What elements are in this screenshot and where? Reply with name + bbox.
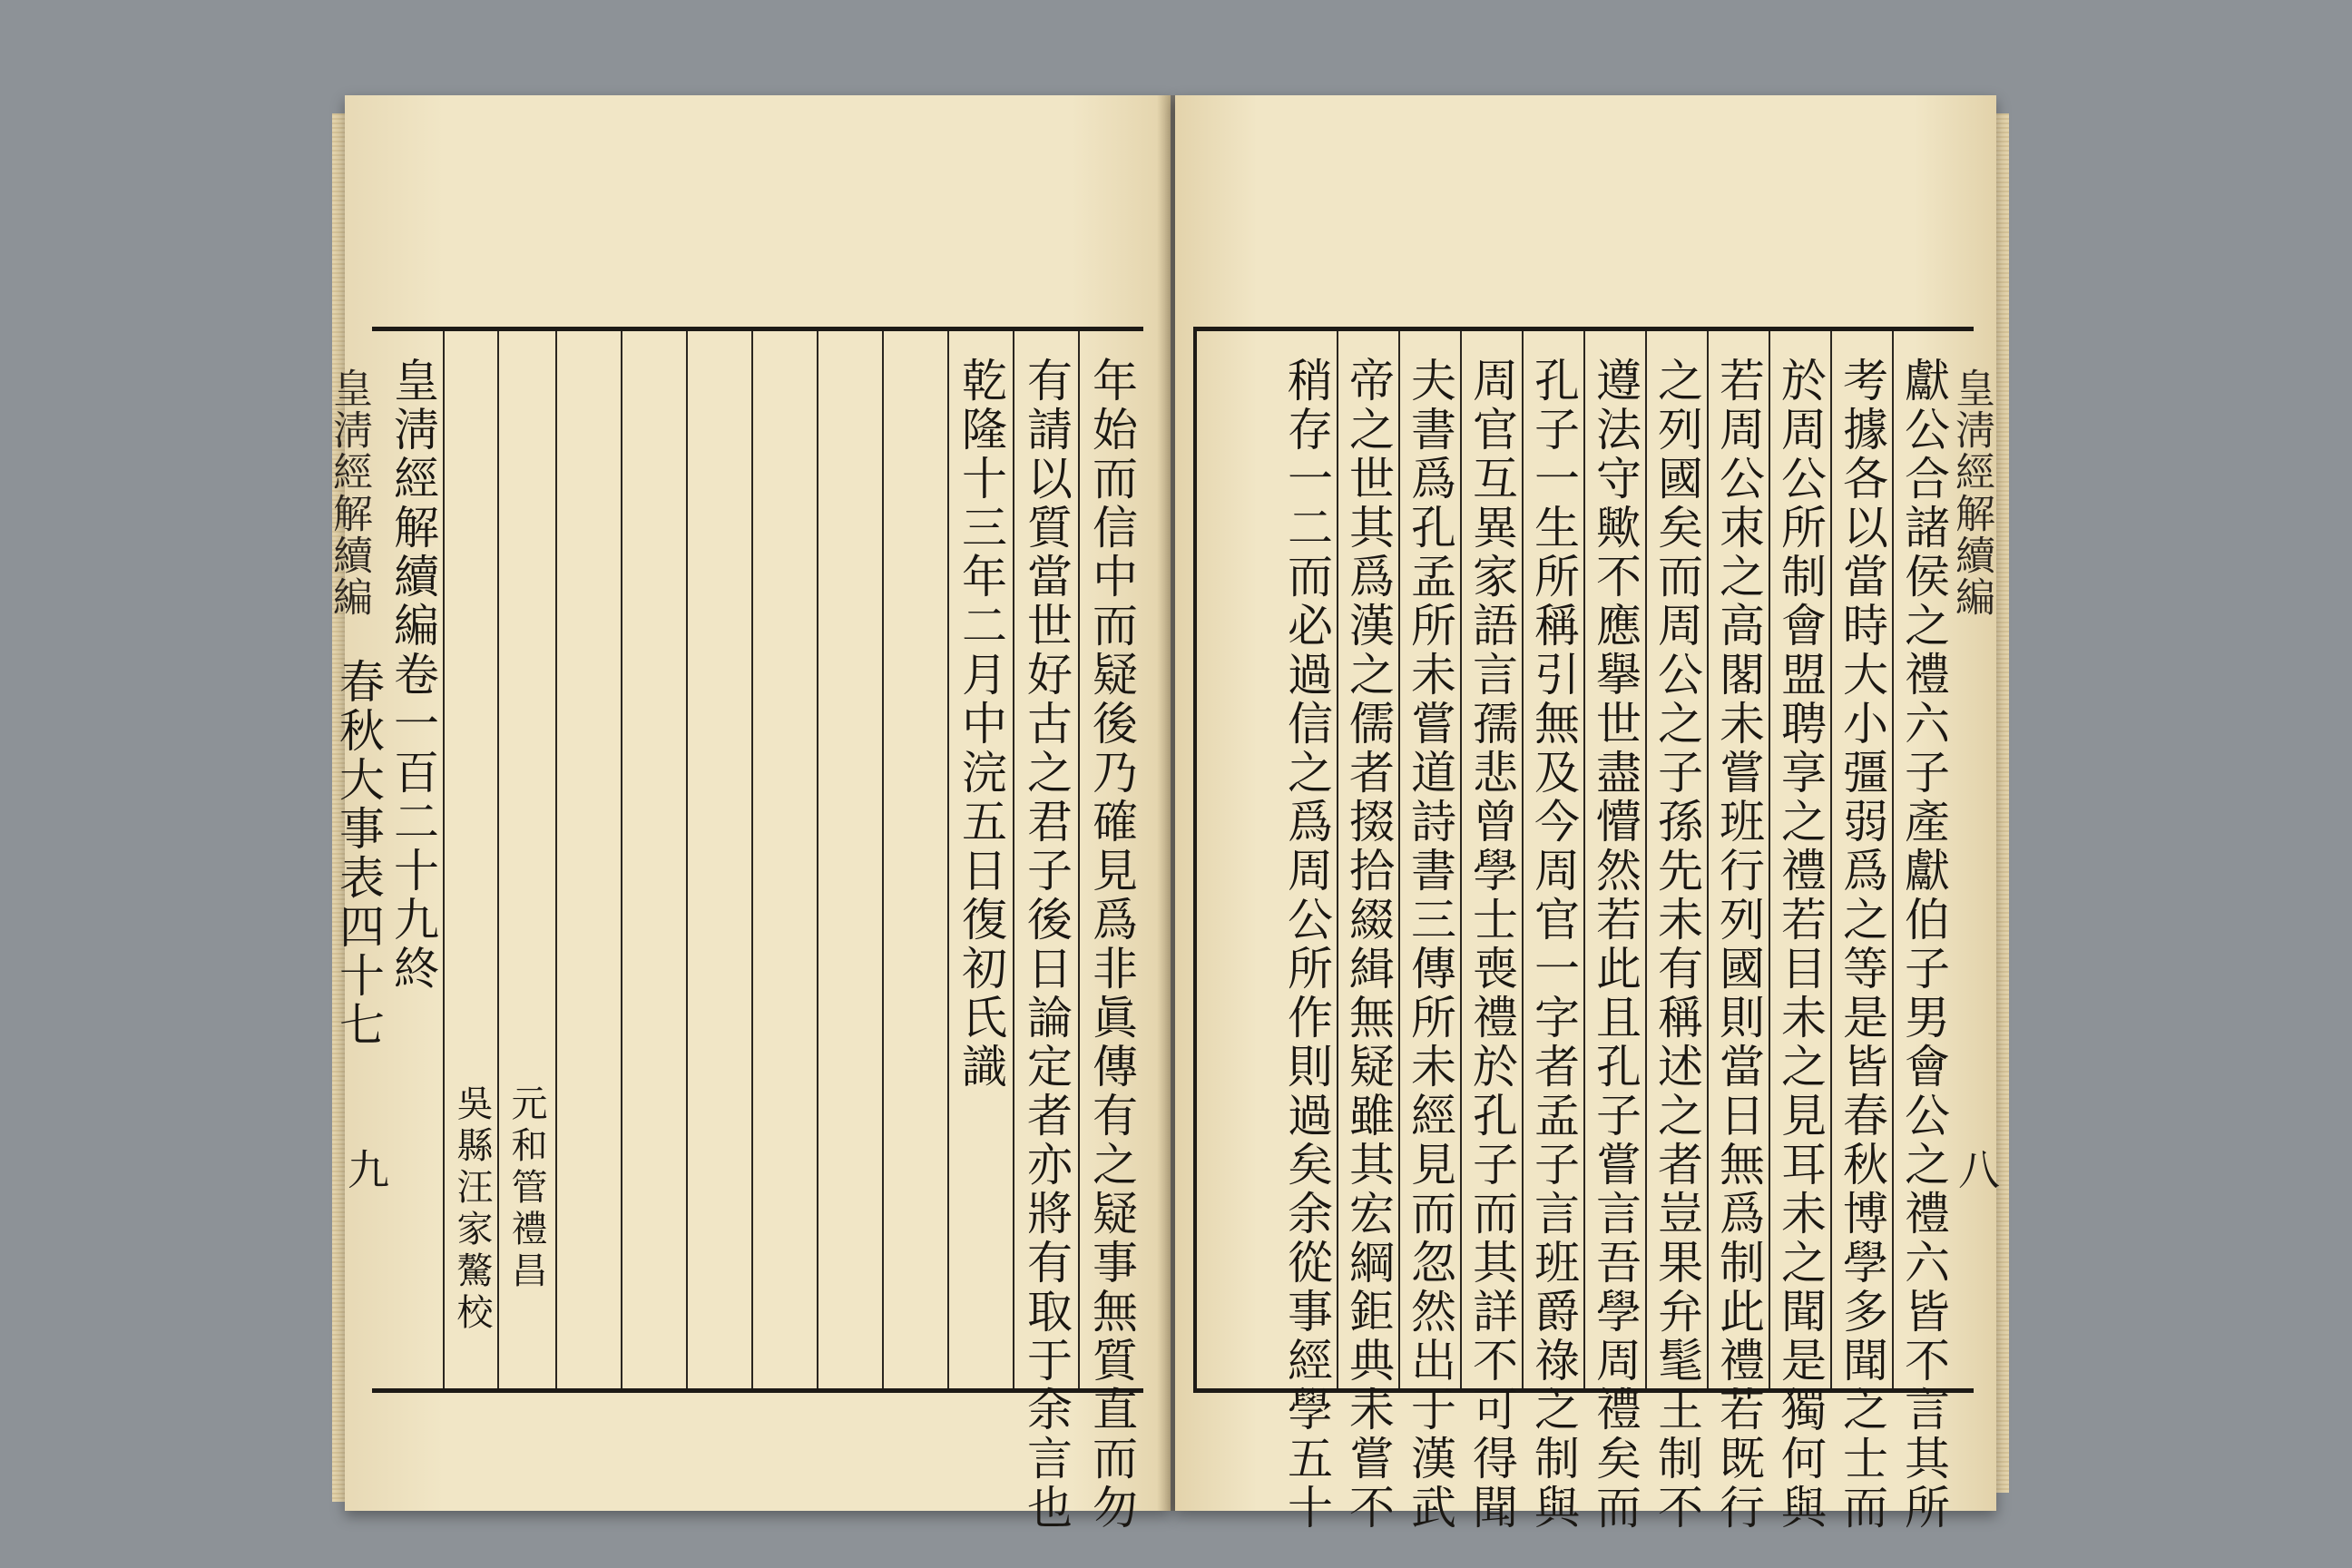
column-rule [1830, 331, 1832, 1388]
column-rule [1522, 331, 1524, 1388]
left-text-column-1: 年始而信中而疑後乃確見爲非眞傳有之疑事無質直而勿 [1085, 357, 1138, 1533]
left-page [326, 95, 1171, 1533]
page-edges-right [1994, 113, 2009, 1493]
column-rule [1013, 331, 1014, 1388]
right-text-column-9: 夫書爲孔孟所未嘗道詩書三傳所未經見而忽然出于漢武 [1404, 357, 1456, 1533]
right-text-column-1: 獻公合諸侯之禮六子產獻伯子男會公之禮六皆不言其所 [1897, 357, 1950, 1533]
left-text-frame [332, 327, 1143, 1533]
right-page [1175, 95, 2001, 1533]
right-text-column-5: 之列國矣而周公之子孫先未有稱述之者豈果弁髦王制不 [1651, 357, 1703, 1533]
right-text-column-4: 若周公朿之高閣未嘗班行列國則當日無爲制此禮若既行 [1712, 357, 1765, 1533]
volume-subtitle: 春秋大事表四十七 [332, 658, 385, 1050]
column-rule [947, 331, 949, 1388]
right-text-column-11: 稍存一二而必過信之爲周公所作則過矣余從事經學五十 [1280, 357, 1333, 1533]
column-rule [1460, 331, 1462, 1388]
column-rule [817, 331, 818, 1388]
open-book [326, 95, 2005, 1533]
column-rule [443, 331, 445, 1388]
column-rule [751, 331, 753, 1388]
column-rule [1645, 331, 1647, 1388]
column-rule [1769, 331, 1770, 1388]
left-page-number: 九 [341, 1148, 390, 1190]
right-text-column-3: 於周公所制會盟聘享之禮若目未之見耳未之聞是獨何與 [1774, 357, 1827, 1533]
right-frame-inner-edge [1193, 331, 1197, 1388]
left-text-column-3: 乾隆十三年二月中浣五日復初氏識 [955, 357, 1007, 1092]
right-text-column-8: 周官互異家語言孺悲曾學士喪禮於孔子而其詳不可得聞 [1465, 357, 1518, 1533]
column-rule [1892, 331, 1894, 1388]
column-rule [497, 331, 499, 1388]
column-rule [1707, 331, 1709, 1388]
column-rule [555, 331, 557, 1388]
column-rule [882, 331, 884, 1388]
right-banner-title: 皇淸經解續編 [1948, 368, 1994, 618]
colophon-line-1: 元和管禮昌 [505, 1084, 547, 1293]
right-text-frame [1193, 327, 1974, 1533]
left-banner-title: 皇淸經解續編 [326, 368, 372, 618]
column-rule [1398, 331, 1400, 1388]
right-text-column-7: 孔子一生所稱引無及今周官一字者孟子言班爵祿之制與 [1527, 357, 1580, 1533]
left-text-column-2: 有請以質當世好古之君子後日論定者亦將有取于余言也 [1020, 357, 1073, 1533]
right-text-column-10: 帝之世其爲漢之儒者掇拾綴緝無疑雖其宏綱鉅典未嘗不 [1342, 357, 1395, 1533]
column-rule [1337, 331, 1338, 1388]
right-page-number: 八 [1952, 1148, 2001, 1190]
column-rule [621, 331, 622, 1388]
column-rule [1078, 331, 1080, 1388]
right-text-column-2: 考據各以當時大小彊弱爲之等是皆春秋博學多聞之士而 [1836, 357, 1888, 1533]
column-rule [686, 331, 688, 1388]
right-text-column-6: 遵法守歟不應擧世盡懵然若此且孔子嘗言吾學周禮矣而 [1589, 357, 1642, 1533]
column-rule [1583, 331, 1585, 1388]
volume-end-title: 皇淸經解續編卷一百二十九終 [387, 357, 439, 994]
colophon-line-2: 吳縣汪家驁校 [451, 1084, 493, 1335]
